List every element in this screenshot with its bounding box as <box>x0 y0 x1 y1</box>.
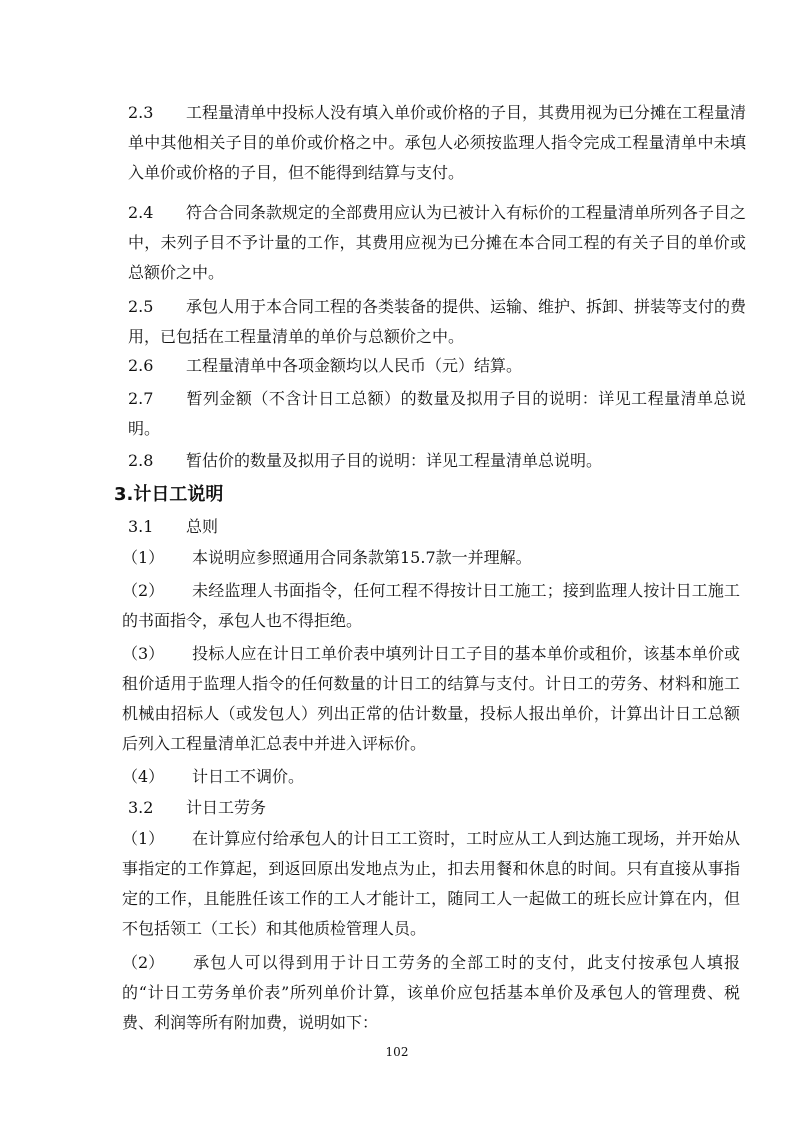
clause-text: 工程量清单中投标人没有填入单价或价格的子目，其费用视为已分摊在工程量清单中其他相关子目的单价或价格之中。承包人必须按监理人指令完成工程量清单中未填入单价或价格的子目，但不能得到结算与支付。 <box>128 103 747 182</box>
item-text: 未经监理人书面指令，任何工程不得按计日工施工；接到监理人按计日工施工的书面指令，承包人也不得拒绝。 <box>122 581 740 630</box>
clause-text: 暂估价的数量及拟用子目的说明：详见工程量清单总说明。 <box>186 451 603 470</box>
clause-number: 2.8 <box>128 451 154 470</box>
subsection-title: 总则 <box>186 517 219 536</box>
clause-number: 2.4 <box>128 203 154 222</box>
paragraph-2-3 <box>94 98 746 188</box>
subsection-title: 计日工劳务 <box>186 798 267 817</box>
item-number: （1） <box>122 548 165 567</box>
item-number: （1） <box>122 829 165 848</box>
item-3-1-3 <box>94 639 740 759</box>
subsection-3-2 <box>128 793 266 823</box>
item-3-1-1 <box>94 543 740 573</box>
item-3-1-2 <box>94 576 740 636</box>
page-number: 102 <box>385 1045 409 1059</box>
paragraph-2-5 <box>94 292 746 352</box>
item-number: （3） <box>122 644 165 663</box>
subsection-3-1 <box>128 512 218 542</box>
item-text: 计日工不调价。 <box>192 767 305 786</box>
section-heading-3: 3.计日工说明 <box>114 484 224 505</box>
clause-text: 暂列金额（不含计日工总额）的数量及拟用子目的说明：详见工程量清单总说明。 <box>128 389 746 438</box>
item-number: （2） <box>122 581 165 600</box>
clause-number: 2.6 <box>128 356 154 375</box>
clause-number: 2.7 <box>128 389 154 408</box>
subsection-number: 3.1 <box>128 517 154 536</box>
subsection-number: 3.2 <box>128 798 154 817</box>
clause-text: 工程量清单中各项金额均以人民币（元）结算。 <box>186 356 523 375</box>
item-number: （2） <box>122 953 165 972</box>
paragraph-2-4 <box>94 198 746 288</box>
item-text: 本说明应参照通用合同条款第15.7款一并理解。 <box>192 548 532 567</box>
clause-number: 2.5 <box>128 297 154 316</box>
paragraph-2-6 <box>94 351 746 381</box>
item-3-2-1 <box>94 824 740 944</box>
item-number: （4） <box>122 767 165 786</box>
item-text: 投标人应在计日工单价表中填列计日工子目的基本单价或租价，该基本单价或租价适用于监理人指令的任何数量的计日工的结算与支付。计日工的劳务、材料和施工机械由招标人（或发包人）列出正常的估计数量，投标人报出单价，计算出计日工总额后列入工程量清单汇总表中并进入评标价。 <box>122 644 740 753</box>
item-text: 在计算应付给承包人的计日工工资时，工时应从工人到达施工现场，并开始从事指定的工作算起，到返回原出发地点为止，扣去用餐和休息的时间。只有直接从事指定的工作，且能胜任该工作的工人才能计工，随同工人一起做工的班长应计算在内，但不包括领工（工长）和其他质检管理人员。 <box>122 829 740 938</box>
clause-text: 符合合同条款规定的全部费用应认为已被计入有标价的工程量清单所列各子目之中，未列子目不予计量的工作，其费用应视为已分摊在本合同工程的有关子目的单价或总额价之中。 <box>128 203 747 282</box>
clause-number: 2.3 <box>128 103 154 122</box>
clause-text: 承包人用于本合同工程的各类装备的提供、运输、维护、拆卸、拼装等支付的费用，已包括在工程量清单的单价与总额价之中。 <box>128 297 747 346</box>
item-text: 承包人可以得到用于计日工劳务的全部工时的支付，此支付按承包人填报的“计日工劳务单价表”所列单价计算，该单价应包括基本单价及承包人的管理费、税费、利润等所有附加费，说明如下： <box>122 953 740 1032</box>
item-3-2-2 <box>94 948 740 1038</box>
item-3-1-4 <box>94 762 740 792</box>
paragraph-2-8 <box>94 446 746 476</box>
paragraph-2-7 <box>94 384 746 444</box>
